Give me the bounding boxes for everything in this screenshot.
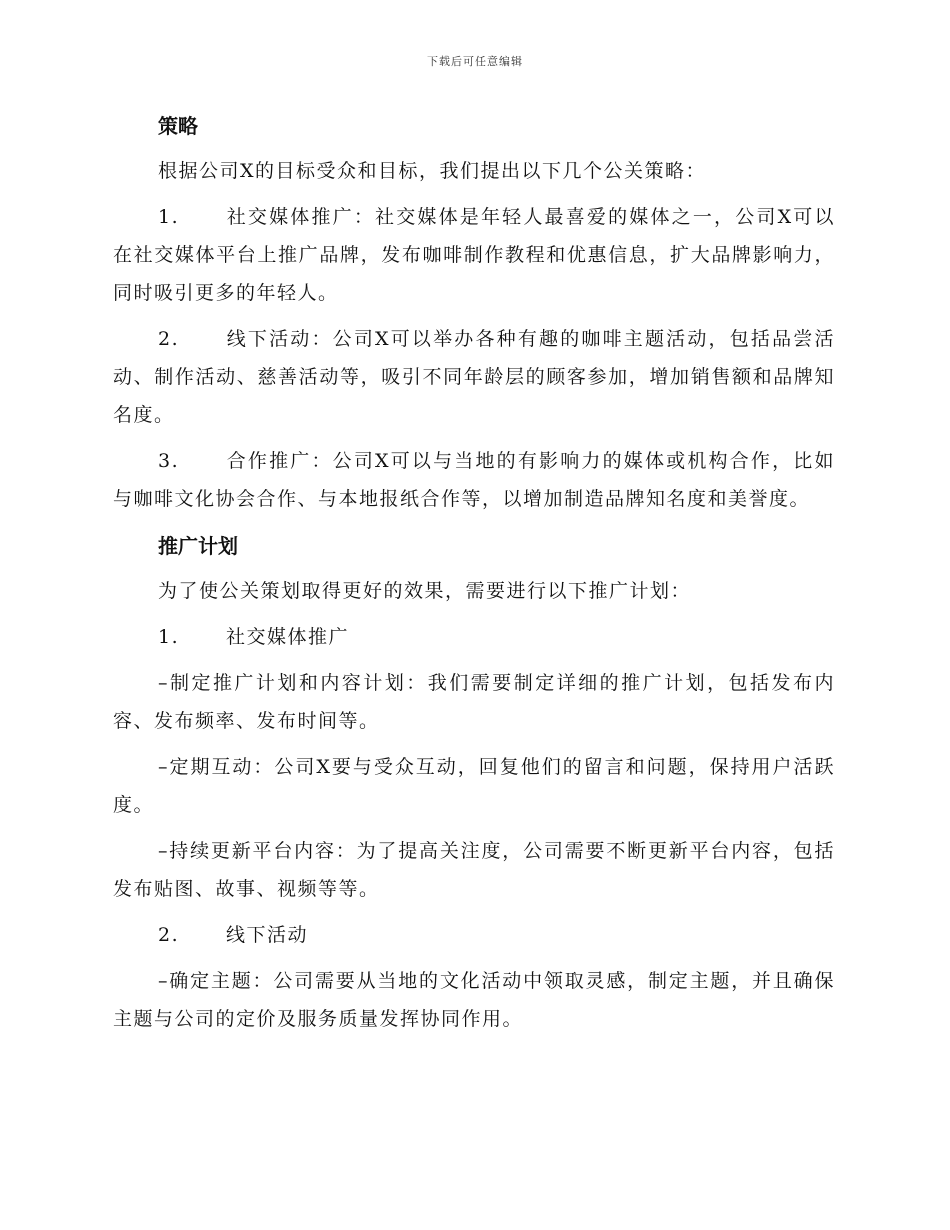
plan-sub-heading-2	[113, 916, 835, 954]
item-number: 2.	[158, 924, 180, 946]
page-header: 下载后可任意编辑	[427, 55, 523, 68]
strategy-intro: 根据公司X的目标受众和目标，我们提出以下几个公关策略：	[158, 160, 707, 182]
plan-point: –定期互动：公司X要与受众互动，回复他们的留言和问题，保持用户活跃度。	[113, 756, 835, 816]
item-text: 合作推广：公司X可以与当地的有影响力的媒体或机构合作，比如与咖啡文化协会合作、与本地报纸合作等，以增加制造品牌知名度和美誉度。	[113, 450, 835, 510]
plan-point: –制定推广计划和内容计划：我们需要制定详细的推广计划，包括发布内容、发布频率、发布时间等。	[113, 672, 835, 732]
plan-point: –持续更新平台内容：为了提高关注度，公司需要不断更新平台内容，包括发布贴图、故事、视频等等。	[113, 840, 835, 900]
section-title-strategy: 策略	[158, 114, 198, 138]
item-number: 1.	[158, 206, 180, 228]
item-number: 2.	[158, 328, 180, 350]
item-text: 社交媒体推广	[226, 626, 350, 648]
item-text: 线下活动	[226, 924, 309, 946]
item-text: 线下活动：公司X可以举办各种有趣的咖啡主题活动，包括品尝活动、制作活动、慈善活动等，吸引不同年龄层的顾客参加，增加销售额和品牌知名度。	[113, 328, 835, 426]
plan-sub-heading-1	[113, 618, 835, 656]
document-body	[113, 108, 835, 1038]
strategy-item-2	[113, 320, 835, 434]
strategy-item-1	[113, 198, 835, 312]
item-number: 1.	[158, 626, 180, 648]
promotion-intro: 为了使公关策划取得更好的效果，需要进行以下推广计划：	[158, 580, 692, 602]
plan-point: –确定主题：公司需要从当地的文化活动中领取灵感，制定主题，并且确保主题与公司的定价及服务质量发挥协同作用。	[113, 970, 835, 1030]
strategy-item-3	[113, 442, 835, 518]
item-number: 3.	[158, 450, 180, 472]
section-title-promotion-plan: 推广计划	[158, 534, 238, 558]
item-text: 社交媒体推广：社交媒体是年轻人最喜爱的媒体之一，公司X可以在社交媒体平台上推广品牌，发布咖啡制作教程和优惠信息，扩大品牌影响力，同时吸引更多的年轻人。	[113, 206, 835, 304]
